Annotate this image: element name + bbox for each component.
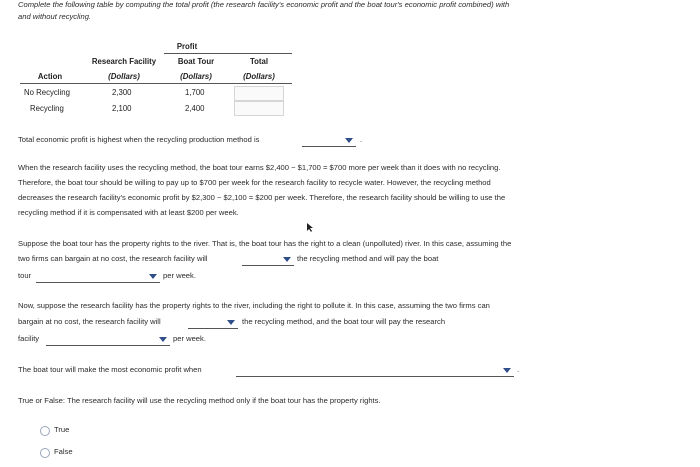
chevron-down-icon xyxy=(149,274,157,279)
q3-line-2-post: the recycling method, and the boat tour will pay the research xyxy=(242,317,446,326)
q3-amount-dropdown[interactable] xyxy=(46,335,170,346)
header-total-1: Total xyxy=(249,57,269,66)
q3-action-dropdown[interactable] xyxy=(188,318,238,329)
group-header-rule xyxy=(164,53,292,54)
q4-end: . xyxy=(517,365,520,374)
q2-amount-dropdown[interactable] xyxy=(36,272,160,283)
q3-line-1: Now, suppose the research facility has the property rights to the river, including the right to pollute it. In this case, assuming the two firms can xyxy=(18,301,490,310)
q2-action-dropdown[interactable] xyxy=(242,255,294,266)
radio-true-label: True xyxy=(54,425,70,434)
explanation-line-2: Therefore, the boat tour should be willing to pay up to $700 per week for the research facility to recycle water. However, the recycling method xyxy=(18,178,491,187)
radio-true[interactable] xyxy=(40,426,50,436)
q3-line-3-pre: facility xyxy=(18,334,40,343)
header-boat-1: Boat Tour xyxy=(177,57,215,66)
chevron-down-icon xyxy=(345,138,353,143)
intro-line-1: Complete the following table by computing the total profit (the research facility's economic profit and the boat tour's economic profit combined) with xyxy=(18,0,510,9)
radio-false[interactable] xyxy=(40,448,50,458)
q5-text: True or False: The research facility will use the recycling method only if the boat tour has the property rights. xyxy=(18,396,381,405)
header-total-2: (Dollars) xyxy=(243,72,275,81)
header-research-1: Research Facility xyxy=(91,57,157,66)
q1-dropdown[interactable] xyxy=(302,136,356,147)
q2-line-3-pre: tour xyxy=(18,271,32,280)
row-research-value: 2,300 xyxy=(112,88,132,97)
q2-line-3-post: per week. xyxy=(163,271,196,280)
header-research-2: (Dollars) xyxy=(108,72,140,81)
q1-text: Total economic profit is highest when the recycling production method is xyxy=(18,135,260,144)
header-action: Action xyxy=(37,72,63,81)
explanation-line-1: When the research facility uses the recycling method, the boat tour earns $2,400 − $1,700 = $700 more per week than it does with no recycling. xyxy=(18,163,501,172)
chevron-down-icon xyxy=(283,257,291,262)
intro-line-2: and without recycling. xyxy=(18,12,92,21)
row-action: No Recycling xyxy=(24,88,70,97)
row-action: Recycling xyxy=(30,104,64,113)
q2-line-2-pre: two firms can bargain at no cost, the research facility will xyxy=(18,254,208,263)
total-recycling-input[interactable] xyxy=(234,101,284,116)
explanation-line-3: decreases the research facility's economic profit by $2,300 − $2,100 = $200 per week. Therefore, the research facility should be willing to use the xyxy=(18,193,506,202)
q4-dropdown[interactable] xyxy=(236,366,514,377)
chevron-down-icon xyxy=(503,368,511,373)
chevron-down-icon xyxy=(159,337,167,342)
header-rule xyxy=(20,83,292,84)
q2-line-1: Suppose the boat tour has the property rights to the river. That is, the boat tour has the right to a clean (unpolluted) river. In this case, assuming the xyxy=(18,239,512,248)
header-boat-2: (Dollars) xyxy=(180,72,212,81)
row-boat-value: 2,400 xyxy=(185,104,205,113)
q3-line-3-post: per week. xyxy=(173,334,206,343)
chevron-down-icon xyxy=(227,320,235,325)
row-boat-value: 1,700 xyxy=(185,88,205,97)
explanation-line-4: recycling method if it is compensated with at least $200 per week. xyxy=(18,208,239,217)
q3-line-2-pre: bargain at no cost, the research facility will xyxy=(18,317,161,326)
mouse-cursor-icon xyxy=(306,223,314,233)
q2-line-2-post: the recycling method and will pay the boat xyxy=(297,254,439,263)
radio-false-label: False xyxy=(54,447,73,456)
profit-group-header: Profit xyxy=(176,42,198,51)
q4-text: The boat tour will make the most economic profit when xyxy=(18,365,202,374)
row-research-value: 2,100 xyxy=(112,104,132,113)
q1-end: . xyxy=(360,135,363,144)
total-no-recycling-input[interactable] xyxy=(234,86,284,101)
